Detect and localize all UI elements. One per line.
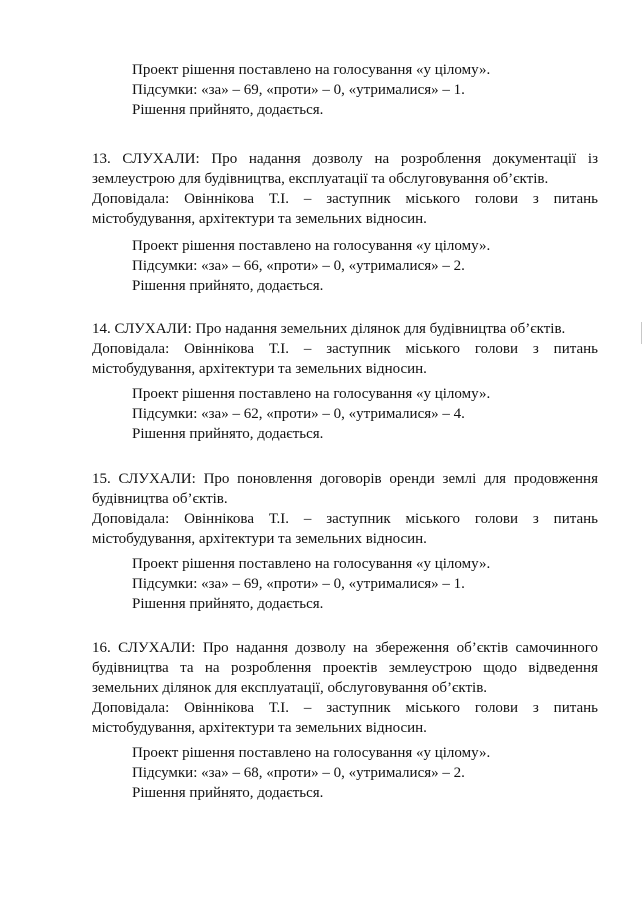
vote-decision: Рішення прийнято, додається. — [132, 102, 324, 118]
vote-result-14 — [132, 384, 602, 444]
vote-status: Проект рішення поставлено на голосування «у цілому». — [132, 556, 491, 572]
vote-decision: Рішення прийнято, додається. — [132, 278, 324, 294]
vote-totals: Підсумки: «за» – 62, «проти» – 0, «утрималися» – 4. — [132, 406, 465, 422]
vote-decision: Рішення прийнято, додається. — [132, 426, 324, 442]
speaker-text: Доповідала: Овіннікова Т.І. – заступник міського голови з питань містобудування, архітектури та земельних відносин. — [92, 341, 598, 377]
agenda-item-13 — [92, 149, 598, 229]
agenda-item-14 — [92, 319, 598, 379]
scan-edge-mark — [641, 322, 642, 344]
vote-result-13 — [132, 236, 602, 296]
vote-totals: Підсумки: «за» – 69, «проти» – 0, «утрималися» – 1. — [132, 82, 465, 98]
vote-decision: Рішення прийнято, додається. — [132, 596, 324, 612]
heard-text: 13. СЛУХАЛИ: Про надання дозволу на розроблення документації із землеустрою для будівництва, експлуатації та обслуговування об’єктів. — [92, 151, 598, 187]
vote-totals: Підсумки: «за» – 66, «проти» – 0, «утрималися» – 2. — [132, 258, 465, 274]
speaker-text: Доповідала: Овіннікова Т.І. – заступник міського голови з питань містобудування, архітектури та земельних відносин. — [92, 700, 598, 736]
vote-status: Проект рішення поставлено на голосування «у цілому». — [132, 238, 491, 254]
vote-result-16 — [132, 743, 602, 803]
heard-text: 15. СЛУХАЛИ: Про поновлення договорів оренди землі для продовження будівництва об’єктів. — [92, 471, 598, 507]
agenda-item-16 — [92, 638, 598, 738]
heard-text: 16. СЛУХАЛИ: Про надання дозволу на збереження об’єктів самочинного будівництва та на розроблення проектів землеустрою щодо відведення земельних ділянок для експлуатації, обслуговування об’єктів. — [92, 640, 598, 696]
vote-status: Проект рішення поставлено на голосування «у цілому». — [132, 386, 491, 402]
vote-result-15 — [132, 554, 602, 614]
heard-text: 14. СЛУХАЛИ: Про надання земельних ділянок для будівництва об’єктів. — [92, 321, 566, 337]
speaker-text: Доповідала: Овіннікова Т.І. – заступник міського голови з питань містобудування, архітектури та земельних відносин. — [92, 191, 598, 227]
vote-status: Проект рішення поставлено на голосування «у цілому». — [132, 62, 491, 78]
vote-status: Проект рішення поставлено на голосування «у цілому». — [132, 745, 491, 761]
vote-result-previous — [132, 60, 602, 120]
vote-totals: Підсумки: «за» – 68, «проти» – 0, «утрималися» – 2. — [132, 765, 465, 781]
vote-decision: Рішення прийнято, додається. — [132, 785, 324, 801]
speaker-text: Доповідала: Овіннікова Т.І. – заступник міського голови з питань містобудування, архітектури та земельних відносин. — [92, 511, 598, 547]
vote-totals: Підсумки: «за» – 69, «проти» – 0, «утрималися» – 1. — [132, 576, 465, 592]
agenda-item-15 — [92, 469, 598, 549]
